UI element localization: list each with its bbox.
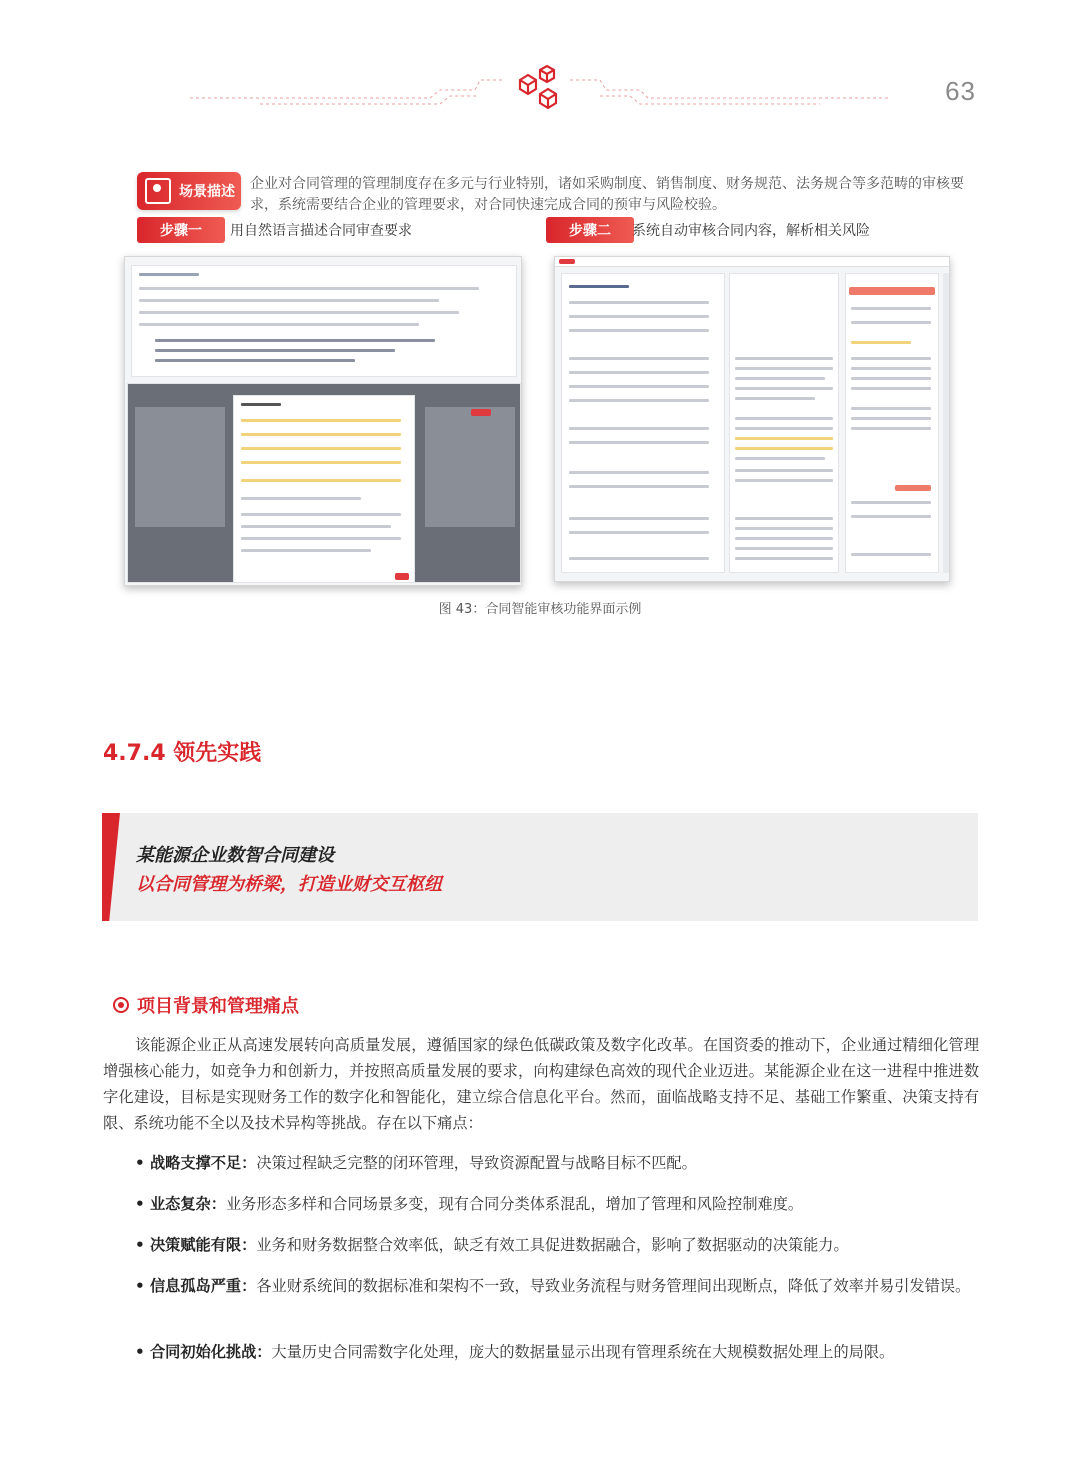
pain-point-item bbox=[103, 1150, 979, 1176]
scene-badge bbox=[137, 172, 241, 210]
pain-point-item bbox=[103, 1339, 979, 1365]
sub-heading-label: 项目背景和管理痛点 bbox=[137, 996, 299, 1017]
case-subtitle: 以合同管理为桥梁，打造业财交互枢纽 bbox=[136, 874, 442, 895]
figure-caption: 图 43：合同智能审核功能界面示例 bbox=[438, 602, 642, 617]
pain-point-text: 决策过程缺乏完整的闭环管理，导致资源配置与战略目标不匹配。 bbox=[256, 1154, 697, 1172]
section-heading: 4.7.4 领先实践 bbox=[103, 741, 262, 766]
step-one-text: 用自然语言描述合同审查要求 bbox=[230, 223, 412, 239]
case-title: 某能源企业数智合同建设 bbox=[136, 845, 334, 866]
risk-panel bbox=[845, 273, 939, 573]
page-number: 63 bbox=[945, 76, 976, 106]
screenshot-auto-review bbox=[554, 256, 950, 582]
intro-paragraph: 该能源企业正从高速发展转向高质量发展，遵循国家的绿色低碳政策及数字化改革。在国资委的推动下，企业通过精细化管理增强核心能力，如竞争力和创新力，并按照高质量发展的要求，向构建绿色高效的现代企业迈进。某能源企业在这一进程中推进数字化建设，目标是实现财务工作的数字化和智能化，建立综合信息化平台。然而，面临战略支持不足、基础工作繁重、决策支持有限、系统功能不全以及技术异构等挑战。存在以下痛点： bbox=[103, 1036, 979, 1132]
pain-point-text: 大量历史合同需数字化处理，庞大的数据量显示出现有管理系统在大规模数据处理上的局限。 bbox=[271, 1343, 895, 1361]
pain-point-text: 各业财系统间的数据标准和架构不一致，导致业务流程与财务管理间出现断点，降低了效率并易引发错误。 bbox=[256, 1277, 971, 1295]
case-banner bbox=[102, 813, 978, 921]
contract-info-panel bbox=[561, 273, 725, 573]
pain-point-label: • 业态复杂： bbox=[135, 1195, 226, 1213]
page-header bbox=[0, 60, 1080, 130]
banner-accent-bar bbox=[102, 813, 120, 921]
target-icon bbox=[113, 997, 129, 1013]
header-decoration bbox=[0, 60, 1080, 130]
step-two-badge: 步骤二 bbox=[546, 217, 634, 243]
pain-point-text: 业务形态多样和合同场景多变，现有合同分类体系混乱，增加了管理和风险控制难度。 bbox=[225, 1195, 804, 1213]
step-two-text: 系统自动审核合同内容，解析相关风险 bbox=[632, 223, 870, 239]
pain-point-label: • 战略支撑不足： bbox=[135, 1154, 257, 1172]
presenter-icon bbox=[145, 178, 171, 204]
step-one-badge: 步骤一 bbox=[137, 217, 225, 243]
pain-point-text: 业务和财务数据整合效率低，缺乏有效工具促进数据融合，影响了数据驱动的决策能力。 bbox=[256, 1236, 849, 1254]
screenshot-review-requirements bbox=[124, 256, 522, 586]
sub-heading bbox=[113, 992, 299, 1018]
dialog bbox=[233, 395, 415, 583]
pain-point-label: • 信息孤岛严重： bbox=[135, 1277, 257, 1295]
scene-badge-label: 场景描述 bbox=[179, 184, 235, 200]
cubes-icon bbox=[520, 66, 556, 108]
pain-point-item bbox=[103, 1232, 979, 1258]
pain-point-label: • 合同初始化挑战： bbox=[135, 1343, 272, 1361]
pain-point-item bbox=[103, 1191, 979, 1217]
pain-point-item bbox=[103, 1273, 979, 1299]
scene-description: 企业对合同管理的管理制度存在多元与行业特别，诸如采购制度、销售制度、财务规范、法务规合等多范畴的审核要求，系统需要结合企业的管理要求，对合同快速完成合同的预审与风险校验。 bbox=[250, 176, 964, 213]
pain-point-label: • 决策赋能有限： bbox=[135, 1236, 257, 1254]
